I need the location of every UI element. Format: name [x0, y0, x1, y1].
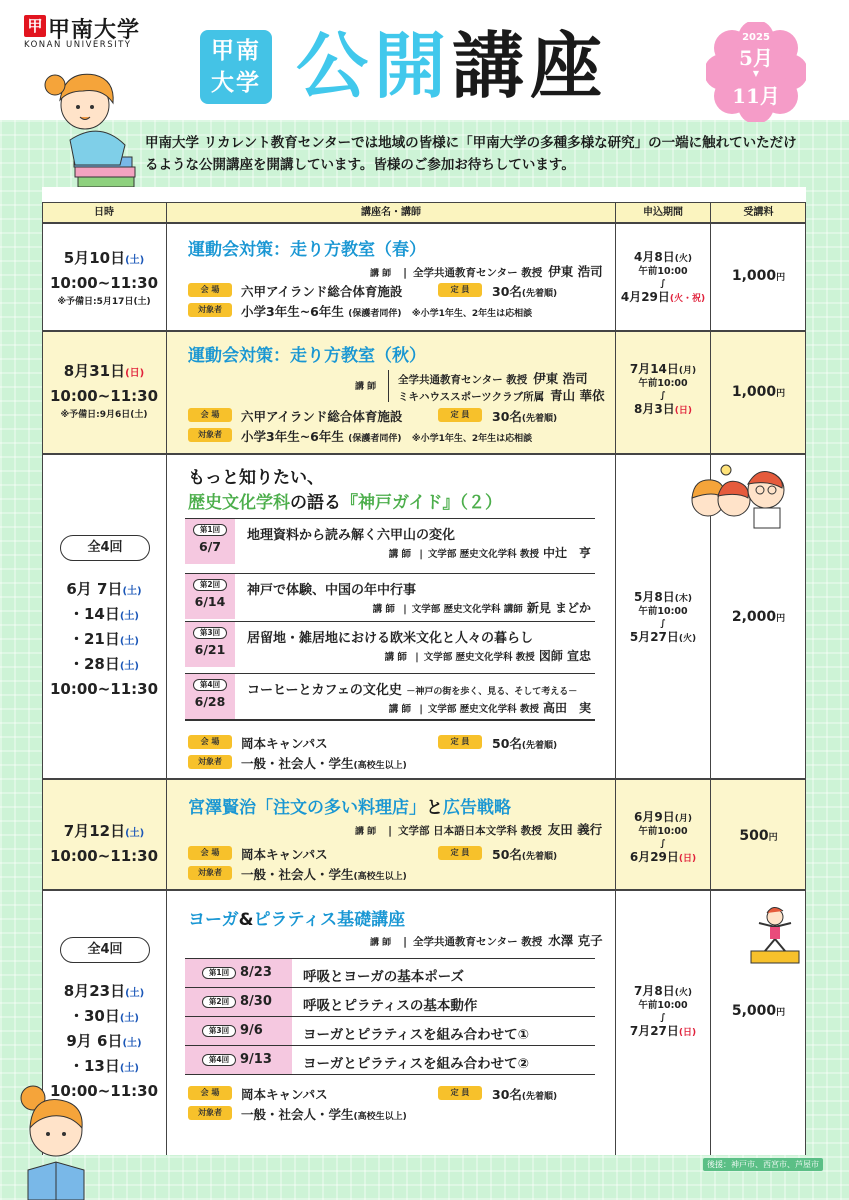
table-top-border [42, 202, 806, 203]
header-date: 日時 [42, 203, 166, 223]
guide-characters-illustration [686, 460, 792, 530]
row4-date: 7月12日 [63, 822, 126, 840]
row1-date-cell [42, 247, 166, 310]
date-range-badge [706, 22, 806, 122]
session-lecturer: 講 師 | 文学部 歴史文化学科 教授 高田 実 [388, 701, 591, 715]
row4-capacity-tag: 定 員 [438, 846, 482, 860]
row2-course-title: 運動会対策：走り方教室（秋） [188, 346, 426, 366]
university-name: 甲南大学 [48, 18, 141, 43]
session-title: 神戸で体験、中国の年中行事 [247, 583, 417, 598]
session-date: 9/13 [240, 1052, 272, 1067]
row5-venue: 岡本キャンパス [241, 1087, 328, 1102]
row5-date-cell: 8月23日(土) ・30日(土) 9月 6日(土) ・13日(土) 10:00~11:30 [42, 980, 166, 1102]
session-number: 第2回 [202, 996, 236, 1008]
row1-target: 小学3年生~6年生 (保護者同伴) ※小学1年生、2年生は応相談 [241, 304, 533, 319]
page-title-part1: 公開 [296, 24, 453, 108]
row5-target: 一般・社会人・学生(高校生以上) [241, 1107, 407, 1122]
session-number: 第3回 [193, 627, 227, 639]
session-title: 地理資料から読み解く六甲山の変化 [247, 528, 456, 543]
row4-target-tag: 対象者 [188, 866, 232, 880]
row4-time: 10:00~11:30 [49, 847, 159, 865]
girl-with-books-illustration [30, 55, 140, 195]
session-number: 第1回 [193, 524, 227, 536]
row-divider-2 [42, 453, 806, 455]
row2-target: 小学3年生~6年生 (保護者同伴) ※小学1年生、2年生は応相談 [241, 429, 533, 444]
session-title: 呼吸とピラティスの基本動作 [303, 998, 478, 1014]
row2-time: 10:00~11:30 [49, 387, 159, 405]
row4-venue: 岡本キャンパス [241, 847, 328, 862]
session-title: ヨーガとピラティスを組み合わせて① [303, 1027, 530, 1043]
row5-time: 10:00~11:30 [49, 1082, 159, 1100]
row3-capacity: 50名(先着順) [492, 736, 558, 751]
header-divider [42, 222, 806, 224]
row1-fee: 1,000円 [731, 268, 786, 284]
row5-capacity-tag: 定 員 [438, 1086, 482, 1100]
row3-session-1 [185, 518, 595, 563]
row5-session-1 [185, 958, 595, 987]
intro-text: 甲南大学 リカレント教育センターでは地域の皆様に「甲南大学の多種多様な研究」の一端に触れていただけるような公開講座を開講しています。皆様のご参加お待ちしています。 [145, 135, 797, 173]
row3-target: 一般・社会人・学生(高校生以上) [241, 756, 407, 771]
row1-reserve-day: ※予備日:5月17日(土) [57, 297, 151, 307]
session-title: コーヒーとカフェの文化史 －神戸の街を歩く、見る、そして考える－ [247, 683, 578, 698]
row2-lecturer-divider [388, 370, 389, 402]
session-date: 6/14 [194, 594, 226, 609]
row2-lecturer-1: 全学共通教育センター 教授 伊東 浩司 [398, 371, 588, 386]
badge-year: 2025 [742, 32, 770, 43]
row4-capacity: 50名(先着順) [492, 847, 558, 862]
row1-weekday: (土) [125, 255, 145, 266]
session-number: 第4回 [202, 1054, 236, 1066]
row5-course-title: ヨーガ&ピラティス基礎講座 [188, 910, 406, 930]
header-course: 講座名・講師 [167, 203, 615, 223]
row1-period: 4月8日(火) 午前10:00 ∫ 4月29日(火・祝) [620, 250, 706, 304]
row1-venue-tag: 会 場 [188, 283, 232, 297]
row3-venue-tag: 会 場 [188, 735, 232, 749]
session-lecturer: 講 師 | 文学部 歴史文化学科 講師 新見 まどか [372, 601, 591, 615]
col-line-1 [166, 203, 167, 1155]
title-badge [200, 30, 272, 104]
session-lecturer: 講 師 | 文学部 歴史文化学科 教授 中辻 亨 [388, 546, 591, 560]
university-name-en: KONAN UNIVERSITY [24, 40, 132, 50]
title-badge-line1: 甲南 [211, 38, 261, 64]
session-date: 6/28 [194, 694, 226, 709]
session-date: 8/30 [240, 994, 272, 1009]
row5-session-4 [185, 1045, 595, 1074]
row2-reserve-day: ※予備日:9月6日(土) [60, 410, 148, 420]
row2-period: 7月14日(月) 午前10:00 ∫ 8月3日(日) [629, 362, 697, 416]
row3-period: 5月8日(木) 午前10:00 ∫ 5月27日(火) [629, 590, 697, 644]
row2-lecturer-label: 講 師 [355, 382, 377, 392]
session-lecturer: 講 師 | 文学部 歴史文化学科 教授 図師 宣忠 [384, 649, 591, 663]
row4-target: 一般・社会人・学生(高校生以上) [241, 867, 407, 882]
row5-capacity: 30名(先着順) [492, 1087, 558, 1102]
row5-session-bottom-line [185, 1074, 595, 1075]
row5-session-2 [185, 987, 595, 1016]
row3-time: 10:00~11:30 [49, 680, 159, 698]
row1-venue: 六甲アイランド総合体育施設 [241, 284, 403, 299]
university-logo-mark: 甲 [24, 15, 46, 37]
row2-date-cell [42, 360, 166, 423]
badge-month-end: 11月 [732, 84, 780, 108]
session-title: ヨーガとピラティスを組み合わせて② [303, 1056, 530, 1072]
page-title [296, 22, 608, 110]
title-badge-line2: 大学 [211, 70, 261, 96]
row2-capacity-tag: 定 員 [438, 408, 482, 422]
header-fee: 受講料 [711, 203, 806, 223]
row3-session-4 [185, 673, 595, 718]
page-title-part2: 講座 [452, 24, 609, 108]
row3-target-tag: 対象者 [188, 755, 232, 769]
row3-title-line1: もっと知りたい、 [188, 468, 324, 488]
row2-target-tag: 対象者 [188, 428, 232, 442]
row4-date-cell [42, 820, 166, 867]
yoga-girl-illustration [745, 905, 803, 965]
row2-lecturer-2: ミキハウススポーツクラブ所属 青山 華依 [398, 388, 605, 403]
row4-course-title: 宮澤賢治「注文の多い料理店」と広告戦略 [188, 798, 511, 818]
row4-weekday: (土) [125, 828, 145, 839]
row4-lecturer: 講 師 | 文学部 日本語日本文学科 教授 友田 義行 [355, 822, 603, 837]
row4-period: 6月9日(月) 午前10:00 ∫ 6月29日(日) [629, 810, 697, 864]
row-divider-1 [42, 330, 806, 332]
row5-count-badge: 全4回 [60, 937, 150, 963]
row5-venue-tag: 会 場 [188, 1086, 232, 1100]
row3-session-3 [185, 621, 595, 666]
row-divider-4 [42, 889, 806, 891]
row2-venue-tag: 会 場 [188, 408, 232, 422]
row2-weekday: (日) [125, 368, 145, 379]
row5-period: 7月8日(火) 午前10:00 ∫ 7月27日(日) [629, 984, 697, 1038]
row1-time: 10:00~11:30 [49, 274, 159, 292]
session-date: 8/23 [240, 965, 272, 980]
row3-session-2 [185, 573, 595, 618]
row3-date-cell: 6月 7日(土) ・14日(土) ・21日(土) ・28日(土) 10:00~11:30 [42, 578, 166, 700]
row3-venue: 岡本キャンパス [241, 736, 328, 751]
row5-target-tag: 対象者 [188, 1106, 232, 1120]
badge-arrow-icon: ▼ [752, 69, 760, 78]
row5-session-3 [185, 1016, 595, 1045]
row3-fee: 2,000円 [731, 609, 786, 625]
row1-date: 5月10日 [63, 249, 126, 267]
sponsor-note: 後援：神戸市、西宮市、芦屋市 [703, 1158, 823, 1171]
row1-lecturer: 講 師 | 全学共通教育センター 教授 伊東 浩司 [370, 264, 603, 279]
row1-capacity: 30名(先着順) [492, 284, 558, 299]
session-number: 第2回 [193, 579, 227, 591]
session-date: 6/7 [199, 539, 221, 554]
row3-capacity-tag: 定 員 [438, 735, 482, 749]
session-number: 第3回 [202, 1025, 236, 1037]
row-divider-3 [42, 778, 806, 780]
row2-venue: 六甲アイランド総合体育施設 [241, 409, 403, 424]
badge-month-start: 5月 [739, 46, 773, 70]
row1-course-title: 運動会対策：走り方教室（春） [188, 240, 426, 260]
row2-capacity: 30名(先着順) [492, 409, 558, 424]
header-period: 申込期間 [616, 203, 710, 223]
session-title: 呼吸とヨーガの基本ポーズ [303, 969, 465, 985]
row1-target-tag: 対象者 [188, 303, 232, 317]
reading-girl-illustration [8, 1080, 108, 1200]
row2-date: 8月31日 [63, 362, 126, 380]
row1-capacity-tag: 定 員 [438, 283, 482, 297]
session-number: 第1回 [202, 967, 236, 979]
row4-fee: 500円 [739, 828, 778, 844]
row3-title-line2: 歴史文化学科の語る『神戸ガイド』（２） [188, 493, 502, 513]
row3-session-bottom-line [185, 719, 595, 721]
session-date: 6/21 [194, 642, 226, 657]
row2-fee: 1,000円 [731, 384, 786, 400]
session-date: 9/6 [240, 1023, 263, 1038]
session-number: 第4回 [193, 679, 227, 691]
row5-fee: 5,000円 [731, 1003, 786, 1019]
row5-lecturer: 講 師 | 全学共通教育センター 教授 水澤 克子 [370, 933, 603, 948]
session-title: 居留地・雑居地における欧米文化と人々の暮らし [247, 631, 534, 646]
row4-venue-tag: 会 場 [188, 846, 232, 860]
row3-count-badge: 全4回 [60, 535, 150, 561]
